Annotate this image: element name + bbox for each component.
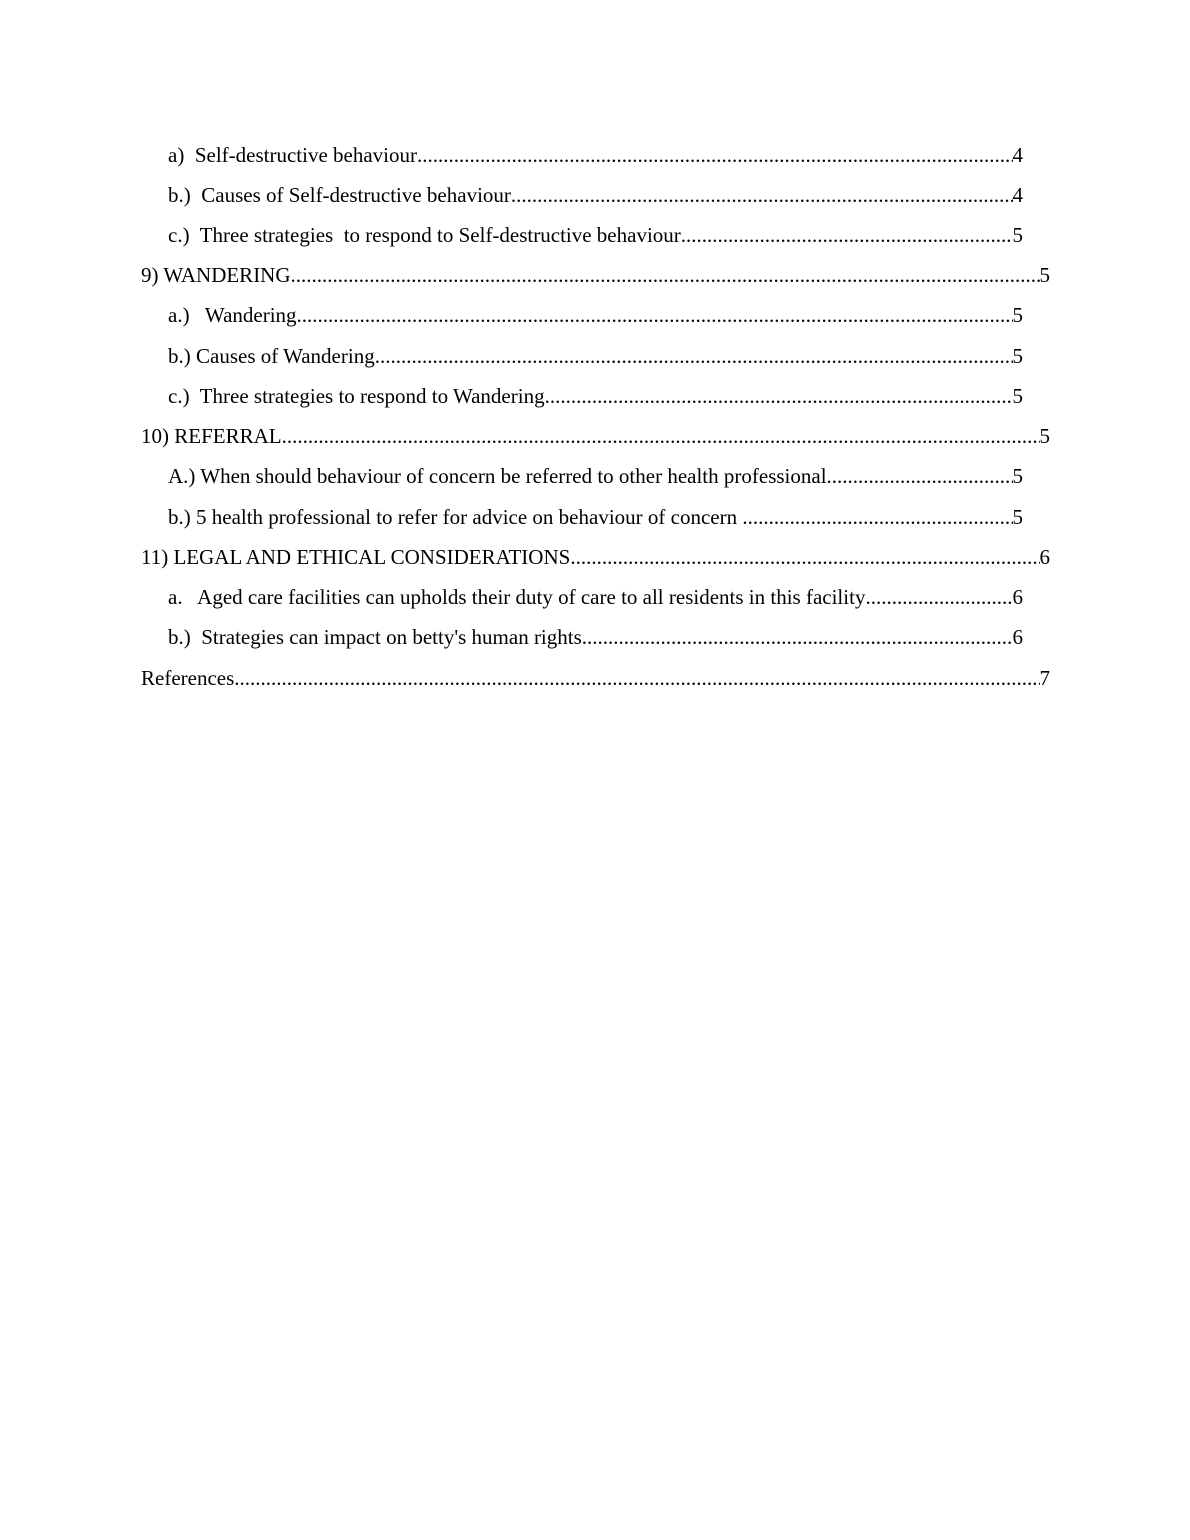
toc-entry-label: 9) WANDERING [141, 263, 291, 287]
toc-entry-self-destructive-behaviour[interactable] [168, 140, 1023, 170]
toc-entry-referral-section[interactable] [141, 421, 1050, 451]
toc-entry-when-to-refer[interactable] [168, 461, 1023, 491]
toc-entry-label: b.) Causes of Self-destructive behaviour [168, 183, 511, 207]
toc-entry-human-rights[interactable] [168, 622, 1023, 652]
toc-dot-leader [511, 180, 1013, 210]
toc-page-number: 5 [1012, 505, 1023, 529]
toc-dot-leader [570, 542, 1039, 572]
toc-entry-health-professionals[interactable] [168, 502, 1023, 532]
toc-dot-leader [282, 421, 1040, 451]
toc-page-number: 6 [1039, 545, 1050, 569]
toc-dot-leader [545, 381, 1013, 411]
toc-page-number: 5 [1039, 424, 1050, 448]
toc-dot-leader [681, 220, 1013, 250]
toc-dot-leader [865, 582, 1012, 612]
toc-dot-leader [291, 260, 1040, 290]
toc-entry-label: a) Self-destructive behaviour [168, 143, 417, 167]
toc-entry-legal-ethical-section[interactable] [141, 542, 1050, 572]
toc-entry-duty-of-care[interactable] [168, 582, 1023, 612]
toc-entry-strategies-self-destructive[interactable] [168, 220, 1023, 250]
toc-page-number: 6 [1012, 585, 1023, 609]
toc-page-number: 5 [1039, 263, 1050, 287]
toc-dot-leader [827, 461, 1013, 491]
toc-entry-label: c.) Three strategies to respond to Wandering [168, 384, 545, 408]
toc-entry-label: 11) LEGAL AND ETHICAL CONSIDERATIONS [141, 545, 571, 569]
toc-page-number: 4 [1012, 183, 1023, 207]
toc-entry-label: b.) 5 health professional to refer for advice on behaviour of concern [168, 505, 743, 529]
toc-entry-label: References [141, 666, 235, 690]
toc-page-number: 5 [1012, 223, 1023, 247]
toc-page-number: 5 [1012, 303, 1023, 327]
toc-page-number: 5 [1012, 344, 1023, 368]
toc-entry-causes-of-self-destructive-behaviour[interactable] [168, 180, 1023, 210]
toc-entry-label: c.) Three strategies to respond to Self-destructive behaviour [168, 223, 681, 247]
toc-page-number: 6 [1012, 625, 1023, 649]
toc-entry-references[interactable] [141, 663, 1050, 693]
toc-entry-causes-of-wandering[interactable] [168, 341, 1023, 371]
toc-page-number: 5 [1012, 464, 1023, 488]
toc-entry-label: A.) When should behaviour of concern be referred to other health professional [168, 464, 827, 488]
toc-entry-label: b.) Strategies can impact on betty's human rights [168, 625, 582, 649]
toc-entry-wandering[interactable] [168, 300, 1023, 330]
toc-entry-label: b.) Causes of Wandering [168, 344, 375, 368]
toc-page-number: 4 [1012, 143, 1023, 167]
toc-page-number: 7 [1039, 666, 1050, 690]
toc-entry-label: 10) REFERRAL [141, 424, 282, 448]
toc-entry-label: a.) Wandering [168, 303, 297, 327]
toc-entry-label: a. Aged care facilities can upholds their duty of care to all residents in this facility [168, 585, 866, 609]
toc-dot-leader [417, 140, 1013, 170]
toc-dot-leader [375, 341, 1013, 371]
toc-dot-leader [582, 622, 1013, 652]
toc-entry-wandering-section[interactable] [141, 260, 1050, 290]
toc-dot-leader [742, 502, 1012, 532]
toc-entry-strategies-wandering[interactable] [168, 381, 1023, 411]
toc-dot-leader [297, 300, 1013, 330]
toc-page-number: 5 [1012, 384, 1023, 408]
toc-dot-leader [234, 663, 1039, 693]
